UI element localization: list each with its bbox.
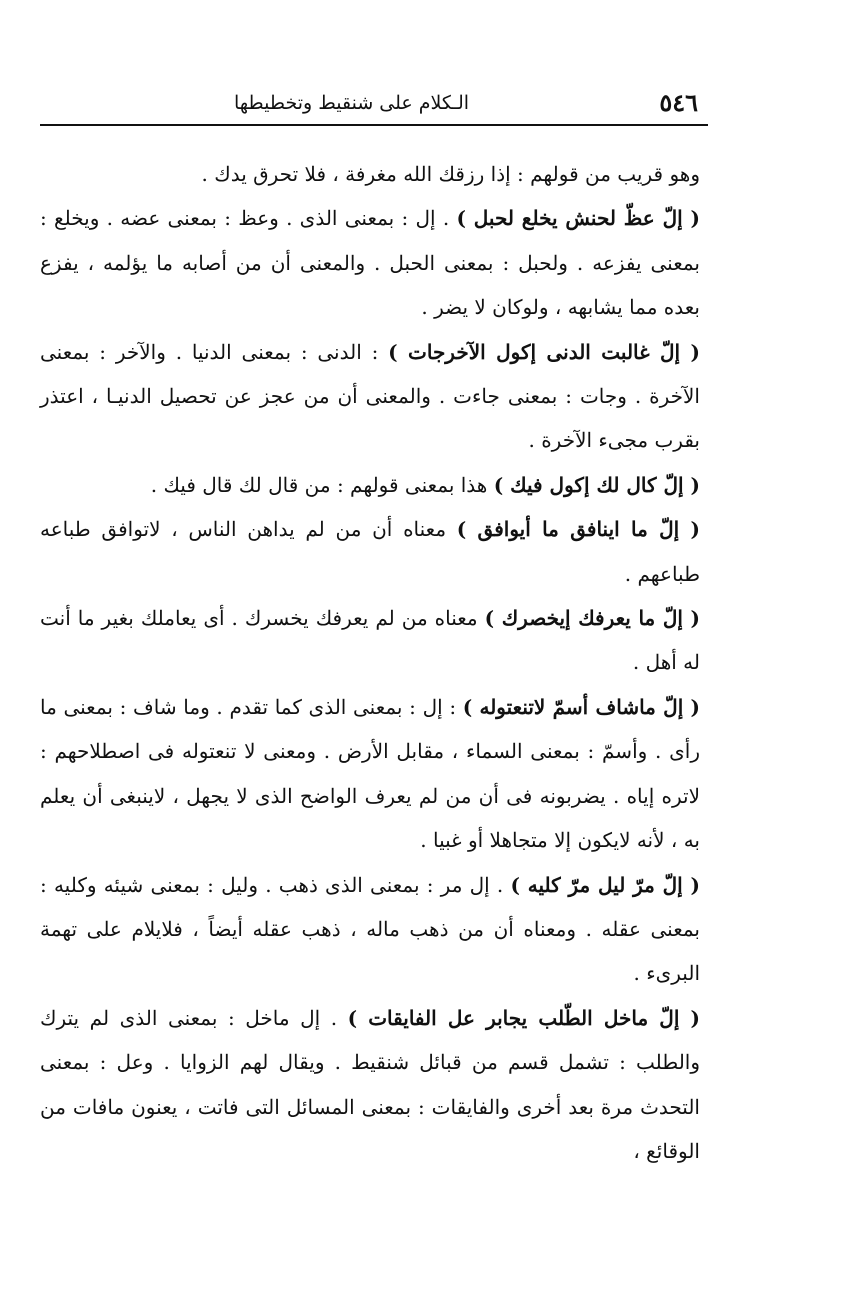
paragraph-text: . إل : بمعنى الذى . وعظ : بمعنى عضه . ويخلع : بمعنى يفزعه . ولحبل : بمعنى الحبل . والمعنى أن من أصابه ما يؤلمه ، يفزع بعده مما يشابهه ، ولوكان لا يضر . <box>40 206 700 320</box>
paragraph-text: : الدنى : بمعنى الدنيا . والآخر : بمعنى الآخرة . وجات : بمعنى جاءت . والمعنى أن من عجز عن تحصيل الدنيـا ، اعتذر بقرب مجىء الآخرة . <box>40 339 700 453</box>
paragraph-text: . إل مر : بمعنى الذى ذهب . وليل : بمعنى شيئه وكليه : بمعنى عقله . ومعناه أن من ذهب ماله ، ذهب عقله أيضاً ، فلايلام على تهمة البرىء . <box>40 872 700 986</box>
proverb: ( إلّ ما اينافق ما أيوافق ) <box>456 517 700 542</box>
paragraph <box>40 863 700 996</box>
page-number: ٥٤٦ <box>659 88 698 117</box>
page-header <box>44 86 706 120</box>
proverb: ( إلّ مرّ ليل مرّ كليه ) <box>510 872 701 897</box>
paragraph-text: هذا بمعنى قولهم : من قال لك قال فيك . <box>150 472 494 497</box>
proverb: ( إلّ كال لك إكول فيك ) <box>493 472 700 497</box>
proverb: ( إلّ ماخل الطّلب يجابر عل الفايقات ) <box>347 1005 700 1030</box>
paragraph-text: معناه من لم يعرفك يخسرك . أى يعاملك بغير ما أنت له أهل . <box>40 606 700 675</box>
paragraph-text: . إل ماخل : بمعنى الذى لم يترك والطلب : تشمل قسم من قبائل شنقيط . ويقال لهم الزوايا . وعل : بمعنى التحدث مرة بعد أخرى والفايقات : بمعنى المسائل التى فاتت ، يعنون مافات من الوقائع ، <box>40 1005 700 1163</box>
paragraph <box>40 330 700 463</box>
paragraph <box>40 996 700 1174</box>
paragraph <box>40 685 700 863</box>
proverb: ( إلّ ماشاف أسمّ لاتنعتوله ) <box>462 694 701 719</box>
proverb: ( إلّ عظّ لحنش يخلع لحبل ) <box>456 206 700 231</box>
paragraph <box>40 196 700 329</box>
proverb: ( إلّ غالبت الدنى إكول الآخرجات ) <box>388 339 700 364</box>
paragraph <box>40 507 700 596</box>
paragraph-text: : إل : بمعنى الذى كما تقدم . وما شاف : بمعنى ما رأى . وأسمّ : بمعنى السماء ، مقابل الأرض . ومعنى لا تنعتوله فى اصطلاحهم : لاتره إياه . يضربونه فى أن من لم يعرف الواضح الذى لا يجهل ، لاينبغى أن يعلم به ، لأنه لايكون إلا متجاهلا أو غبيا . <box>40 694 700 853</box>
proverb: ( إلّ ما يعرفك إيخصرك ) <box>484 606 701 631</box>
running-title: الـكلام على شنقيط وتخطيطها <box>234 92 470 114</box>
paragraph <box>40 152 700 196</box>
page-body <box>40 152 700 1173</box>
header-rule <box>40 124 708 126</box>
paragraph <box>40 596 700 685</box>
paragraph-text: وهو قريب من قولهم : إذا رزقك الله مغرفة ، فلا تحرق يدك . <box>201 162 700 186</box>
paragraph-text: معناه أن من لم يداهن الناس ، لاتوافق طباعه طباعهم . <box>40 517 700 586</box>
paragraph <box>40 463 700 507</box>
